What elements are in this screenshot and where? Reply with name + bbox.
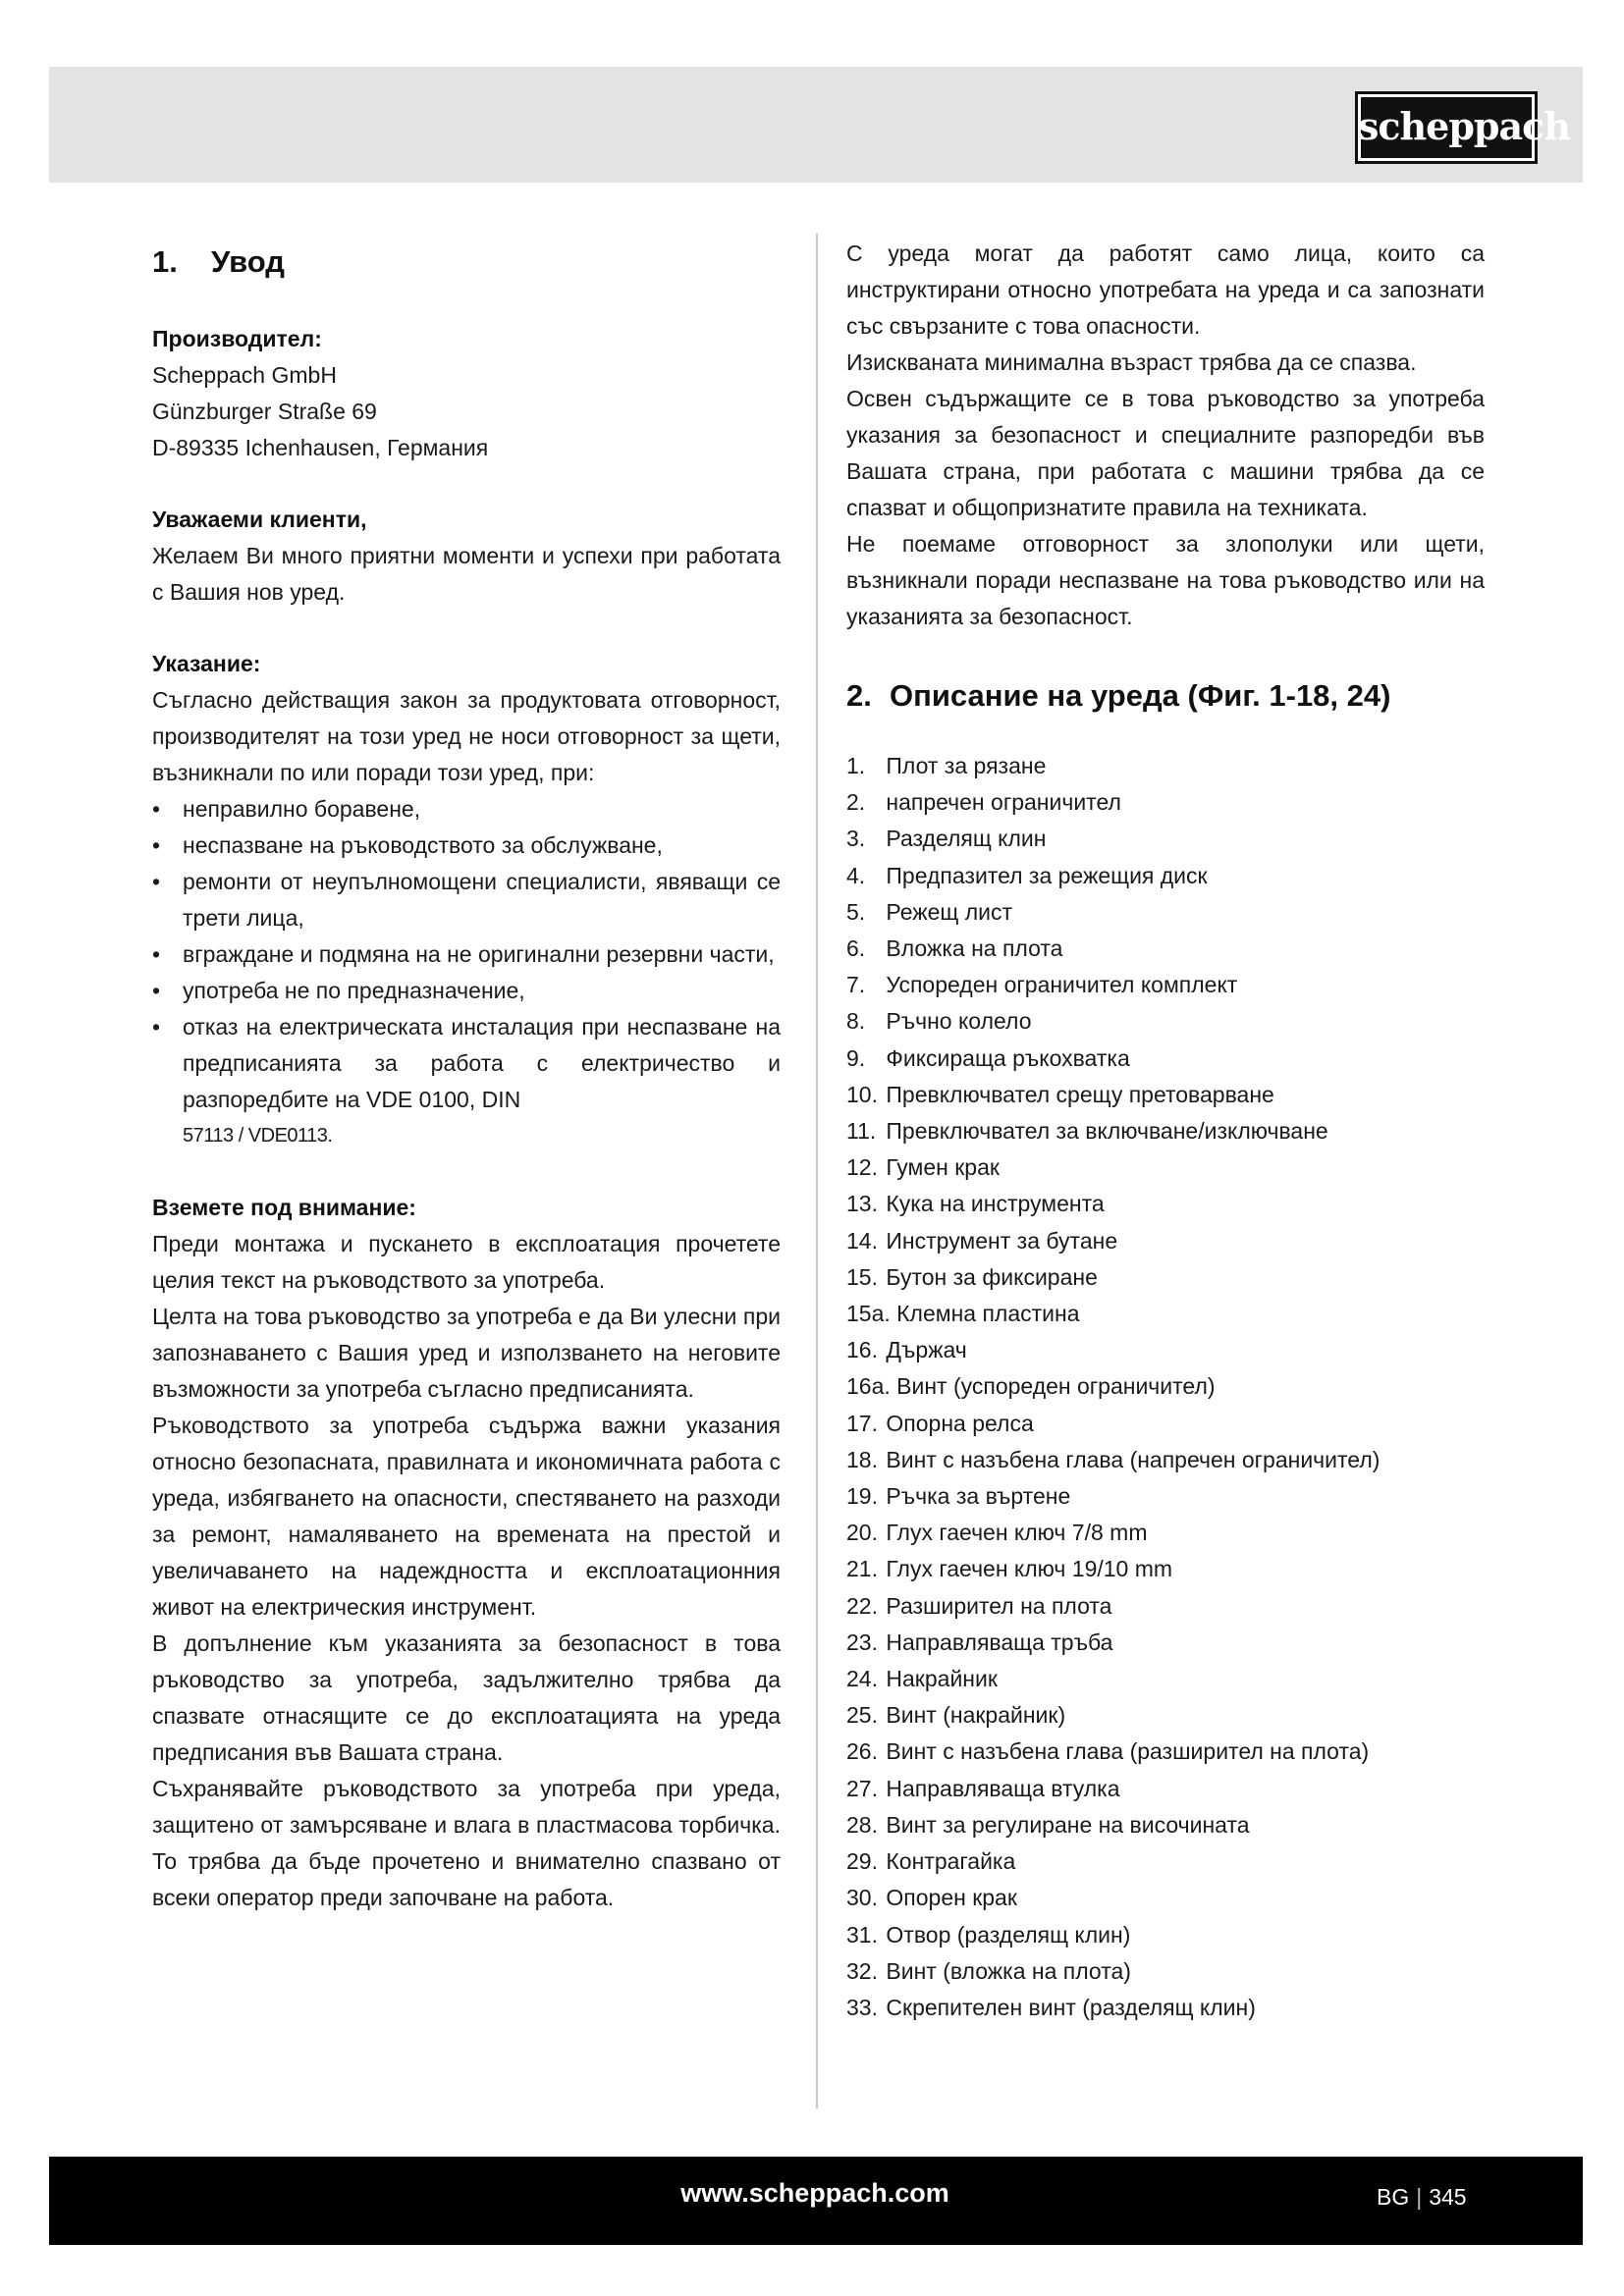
part-number: 18. [846, 1446, 878, 1472]
part-number: 16a. [846, 1373, 891, 1400]
note-label: Указание: [152, 651, 261, 676]
part-number: 22. [846, 1592, 878, 1619]
parts-list [846, 748, 1485, 2026]
part-number: 21. [846, 1556, 878, 1582]
parts-list-item [846, 1734, 1485, 1770]
parts-list-item [846, 1478, 1485, 1515]
part-number: 30. [846, 1885, 878, 1911]
part-label: Плот за рязане [886, 753, 1047, 778]
parts-list-item [846, 1843, 1485, 1880]
part-label: Кука на инструмента [886, 1191, 1105, 1217]
part-number: 2. [846, 789, 866, 816]
part-number: 15. [846, 1263, 878, 1290]
footer-separator: | [1416, 2184, 1423, 2210]
part-label: Скрепителен винт (разделящ клин) [886, 1994, 1256, 2020]
parts-list-item [846, 821, 1485, 857]
attention-paragraph: Преди монтажа и пускането в експлоатация прочетете целия текст на ръководството за употреба. [152, 1231, 781, 1293]
part-label: напречен ограничител [886, 789, 1121, 816]
part-number: 8. [846, 1008, 866, 1035]
parts-list-item [846, 1186, 1485, 1222]
note-bullet: • неспазване на ръководството за обслужване, [152, 828, 781, 864]
note-bullet: • отказ на електрическата инсталация при неспазване на предписанията за работа с електричество и разпоредбите на VDE 0100, DIN [152, 1009, 781, 1118]
intro-paragraph: Освен съдържащите се в това ръководство за употреба указания за безопасност и специалните разпоредби във Вашата страна, при работата с машини трябва да се спазват и общопризнатите правила на техниката. [846, 386, 1485, 520]
parts-list-item [846, 967, 1485, 1003]
note-bullet-tail: 57113 / VDE0113. [183, 1125, 333, 1147]
attention-paragraph: В допълнение към указанията за безопасност в това ръководство за употреба, задължително трябва да спазвате отнасящите се до експлоатацията на уреда предписания във Вашата страна. [152, 1630, 781, 1765]
part-number: 23. [846, 1629, 878, 1655]
part-number: 5. [846, 898, 866, 925]
part-label: Винт за регулиране на височината [886, 1811, 1250, 1838]
parts-list-item [846, 894, 1485, 931]
note-bullet: • ремонти от неупълномощени специалисти, явяващи се трети лица, [152, 864, 781, 936]
section-2-heading [846, 672, 1485, 720]
parts-list-item [846, 1296, 1485, 1332]
footer-page-number: 345 [1429, 2184, 1467, 2210]
part-label: Винт (накрайник) [886, 1702, 1066, 1729]
customers-label: Уважаеми клиенти, [152, 507, 367, 532]
intro-paragraph: Не поемаме отговорност за злополуки или щети, възникнали поради неспазване на това ръководство или на указанията за безопасност. [846, 531, 1485, 629]
part-label: Направляваща тръба [886, 1629, 1113, 1655]
part-number: 32. [846, 1957, 878, 1984]
parts-list-item [846, 1807, 1485, 1843]
part-number: 15a. [846, 1301, 891, 1327]
brand-logo: scheppach [1355, 91, 1538, 164]
parts-list-item [846, 1442, 1485, 1478]
part-number: 7. [846, 972, 866, 998]
parts-list-item [846, 1515, 1485, 1551]
part-label: Накрайник [886, 1666, 998, 1692]
part-label: Гумен крак [886, 1154, 1000, 1181]
part-label: Предпазител за режещия диск [886, 862, 1208, 888]
part-number: 24. [846, 1666, 878, 1692]
part-label: Винт с назъбена глава (напречен ограничител) [886, 1446, 1380, 1472]
part-number: 33. [846, 1994, 878, 2020]
header-band [49, 67, 1583, 183]
part-number: 1. [846, 753, 866, 778]
note-text: Съгласно действащия закон за продуктовата отговорност, производителят на този уред не носи отговорност за щети, възникнали по или поради този уред, при: [152, 687, 781, 785]
part-number: 3. [846, 826, 866, 852]
part-label: Ръчно колело [886, 1008, 1032, 1035]
part-label: Винт с назъбена глава (разширител на плота) [886, 1738, 1370, 1765]
part-number: 27. [846, 1775, 878, 1801]
customers-text: Желаем Ви много приятни моменти и успехи при работата с Вашия нов уред. [152, 543, 781, 605]
part-label: Винт (успореден ограничител) [896, 1373, 1216, 1400]
part-label: Направляваща втулка [886, 1775, 1120, 1801]
intro-paragraph: Изискваната минимална възраст трябва да се спазва. [846, 349, 1417, 375]
parts-list-item [846, 858, 1485, 894]
parts-list-item [846, 1697, 1485, 1734]
footer-language: BG [1377, 2184, 1410, 2210]
note-bullet: • неправилно боравене, [152, 791, 781, 828]
left-column [152, 236, 781, 1916]
parts-list-item [846, 748, 1485, 784]
part-label: Разделящ клин [886, 826, 1047, 852]
attention-paragraph: Ръководството за употреба съдържа важни указания относно безопасната, правилната и икономичната работа с уреда, избягването на опасности, спестяването на разходи за ремонт, намаляването на времената на престой и увеличаването на надеждността и експлоатационния живот на електрическия инструмент. [152, 1413, 781, 1620]
part-number: 16. [846, 1337, 878, 1363]
parts-list-item [846, 1661, 1485, 1697]
right-column [846, 236, 1485, 2026]
parts-list-item [846, 1113, 1485, 1149]
parts-list-item [846, 1149, 1485, 1186]
section-1-heading [152, 239, 781, 286]
part-label: Глух гаечен ключ 7/8 mm [886, 1520, 1148, 1546]
part-label: Опорен крак [886, 1885, 1017, 1911]
part-label: Контрагайка [886, 1848, 1016, 1875]
section-1-title: Увод [211, 244, 285, 279]
part-number: 20. [846, 1520, 878, 1546]
footer-page-indicator [1377, 2177, 1467, 2216]
part-number: 9. [846, 1044, 866, 1071]
part-label: Клемна пластина [896, 1301, 1080, 1327]
manufacturer-line: Scheppach GmbH [152, 362, 337, 388]
part-number: 10. [846, 1081, 878, 1107]
parts-list-item [846, 784, 1485, 821]
part-label: Превключвател за включване/изключване [886, 1118, 1328, 1145]
parts-list-item [846, 1990, 1485, 2026]
part-number: 31. [846, 1921, 878, 1948]
section-2-title: Описание на уреда (Фиг. 1-18, 24) [890, 678, 1391, 713]
part-label: Режещ лист [886, 898, 1013, 925]
parts-list-item [846, 931, 1485, 967]
parts-list-item [846, 1880, 1485, 1916]
part-label: Бутон за фиксиране [886, 1263, 1098, 1290]
manufacturer-line: D-89335 Ichenhausen, Германия [152, 435, 489, 460]
part-number: 11. [846, 1118, 877, 1145]
parts-list-item [846, 1917, 1485, 1953]
column-divider [816, 234, 818, 2109]
part-label: Превключвател срещу претоварване [886, 1081, 1274, 1107]
part-label: Разширител на плота [886, 1592, 1112, 1619]
part-number: 17. [846, 1410, 878, 1436]
attention-label: Вземете под внимание: [152, 1195, 416, 1220]
note-bullet-list [152, 791, 781, 1118]
section-1-number: 1. [152, 244, 178, 279]
part-label: Вложка на плота [886, 935, 1063, 962]
parts-list-item [846, 1041, 1485, 1077]
parts-list-item [846, 1625, 1485, 1661]
parts-list-item [846, 1223, 1485, 1259]
parts-list-item [846, 1771, 1485, 1807]
part-number: 28. [846, 1811, 878, 1838]
parts-list-item [846, 1588, 1485, 1625]
part-number: 19. [846, 1483, 878, 1510]
part-number: 4. [846, 862, 866, 888]
section-2-number: 2. [846, 678, 872, 713]
attention-paragraph: Целта на това ръководство за употреба е да Ви улесни при запознаването с Вашия уред и използването на неговите възможности за употреба съгласно предписанията. [152, 1304, 781, 1402]
manufacturer-line: Günzburger Straße 69 [152, 399, 377, 424]
part-label: Фиксираща ръкохватка [886, 1044, 1130, 1071]
part-label: Успореден ограничител комплект [886, 972, 1238, 998]
part-number: 26. [846, 1738, 878, 1765]
part-label: Инструмент за бутане [886, 1227, 1118, 1254]
part-label: Отвор (разделящ клин) [886, 1921, 1131, 1948]
part-label: Винт (вложка на плота) [886, 1957, 1131, 1984]
part-label: Опорна релса [886, 1410, 1034, 1436]
part-label: Ръчка за въртене [886, 1483, 1071, 1510]
part-number: 6. [846, 935, 866, 962]
note-bullet: • вграждане и подмяна на не оригинални резервни части, [152, 936, 781, 973]
part-label: Държач [886, 1337, 967, 1363]
parts-list-item [846, 1953, 1485, 1990]
part-number: 13. [846, 1191, 878, 1217]
part-number: 29. [846, 1848, 878, 1875]
parts-list-item [846, 1406, 1485, 1442]
parts-list-item [846, 1551, 1485, 1587]
part-number: 12. [846, 1154, 878, 1181]
footer-website-link[interactable]: www.scheppach.com [680, 2178, 949, 2208]
intro-paragraph: С уреда могат да работят само лица, които са инструктирани относно употребата на уреда и са запознати със свързаните с това опасности. [846, 240, 1485, 339]
parts-list-item [846, 1077, 1485, 1113]
parts-list-item [846, 1259, 1485, 1296]
note-bullet: • употреба не по предназначение, [152, 973, 781, 1009]
part-number: 14. [846, 1227, 878, 1254]
part-label: Глух гаечен ключ 19/10 mm [886, 1556, 1173, 1582]
parts-list-item [846, 1332, 1485, 1368]
manufacturer-label: Производител: [152, 326, 322, 351]
parts-list-item [846, 1003, 1485, 1040]
attention-paragraph: Съхранявайте ръководството за употреба при уреда, защитено от замърсяване и влага в пластмасова торбичка. То трябва да бъде прочетено и внимателно спазвано от всеки оператор преди започване на работа. [152, 1776, 781, 1910]
parts-list-item [846, 1368, 1485, 1405]
part-number: 25. [846, 1702, 878, 1729]
